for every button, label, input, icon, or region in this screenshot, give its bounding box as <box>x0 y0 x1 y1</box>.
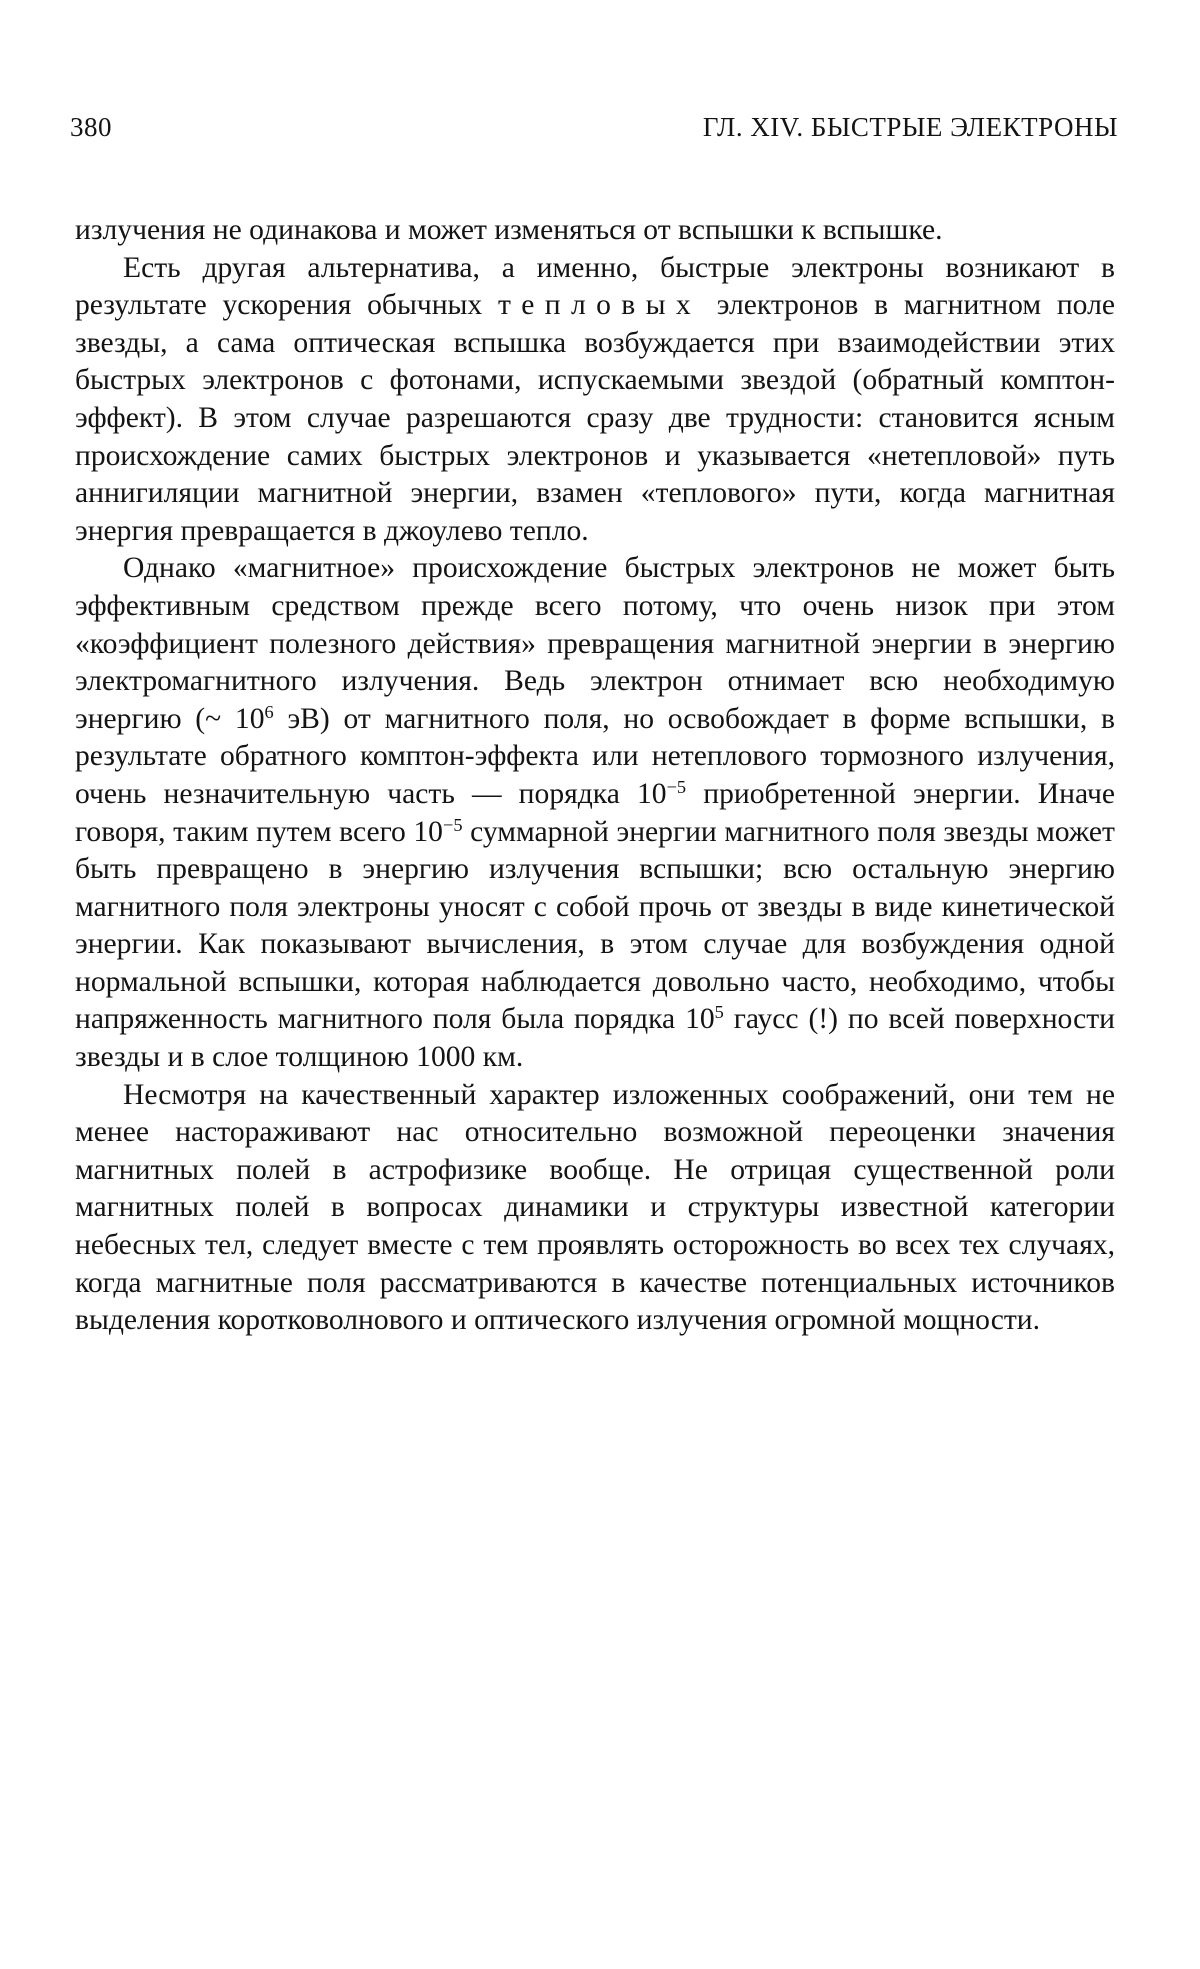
paragraph-4-text: Несмотря на качественный характер изложенных соображений, они тем не менее настораживают нас относительно возможной переоценки значения магнитных полей в астрофизике вообще. Не отрицая существенной роли магнитных полей в вопросах динамики и структуры известной категории небесных тел, следует вместе с тем проявлять осторожность во всех тех случаях, когда магнитные поля рассматриваются в качестве потенциальных источников выделения коротковолнового и оптического излучения огромной мощности. <box>75 1078 1115 1337</box>
paragraph-magnetic-origin <box>75 550 1115 1076</box>
paragraph-2-text-b: электронов в магнитном поле звезды, а сама оптическая вспышка возбуждается при взаимодействии этих быстрых электронов с фотонами, испускаемыми звездой (обратный комптон-эффект). В этом случае разрешаются сразу две трудности: становится ясным происхождение самих быстрых электронов и указывается «нетепловой» путь аннигиляции магнитной энергии, взамен «теплового» пути, когда магнитная энергия превращается в джоулево тепло. <box>75 289 1115 547</box>
paragraph-3-text-1: Однако «магнитное» происхождение быстрых электронов не может быть эффективным средством прежде всего потому, что очень низок при этом «коэффициент полезного действия» превращения магнитной энергии в энергию электромагнитного излучения. Ведь электрон отнимает всю необходимую энергию (~ 10 <box>75 552 1115 735</box>
paragraph-3-text-2: эВ) от магнитного поля, но освобождает в форме вспышки, в результате обратного комптон-эффекта или нетеплового тормозного излучения, очень незначительную часть — порядка 10 <box>75 702 1116 810</box>
page-header <box>70 112 1118 152</box>
exponent-minus-5-second: −5 <box>442 814 463 835</box>
exponent-5: 5 <box>714 1002 724 1023</box>
running-head: ГЛ. XIV. БЫСТРЫЕ ЭЛЕКТРОНЫ <box>702 112 1118 142</box>
paragraph-2-text-a: Есть другая альтернатива, а именно, быстрые электроны возникают в результате ускорения обычных <box>75 251 1115 322</box>
exponent-minus-5-first: −5 <box>666 776 687 797</box>
paragraph-3-text-5: гаусс (!) по всей поверхности звезды и в слое толщиною 1000 км. <box>75 1003 1115 1074</box>
page-body <box>75 212 1115 1340</box>
paragraph-3-text-4: суммарной энергии магнитного поля звезды может быть превращено в энергию излучения вспышки; всю остальную энергию магнитного поля электроны уносят с собой прочь от звезды в виде кинетической энергии. Как показывают вычисления, в этом случае для возбуждения одной нормальной вспышки, которая наблюдается довольно часто, необходимо, чтобы напряженность магнитного поля была порядка 10 <box>75 815 1115 1036</box>
paragraph-2-spaced-word: тепловых <box>498 289 702 322</box>
paragraph-conclusion <box>75 1077 1115 1340</box>
paragraph-3-text-3: приобретенной энергии. Иначе говоря, таким путем всего 10 <box>75 777 1115 848</box>
paragraph-1-text: излучения не одинакова и может изменяться от вспышки к вспышке. <box>75 214 943 246</box>
page-number: 380 <box>70 112 112 142</box>
exponent-6: 6 <box>264 701 274 722</box>
paragraph-alternative <box>75 250 1115 551</box>
paragraph-continuation <box>75 212 1115 250</box>
